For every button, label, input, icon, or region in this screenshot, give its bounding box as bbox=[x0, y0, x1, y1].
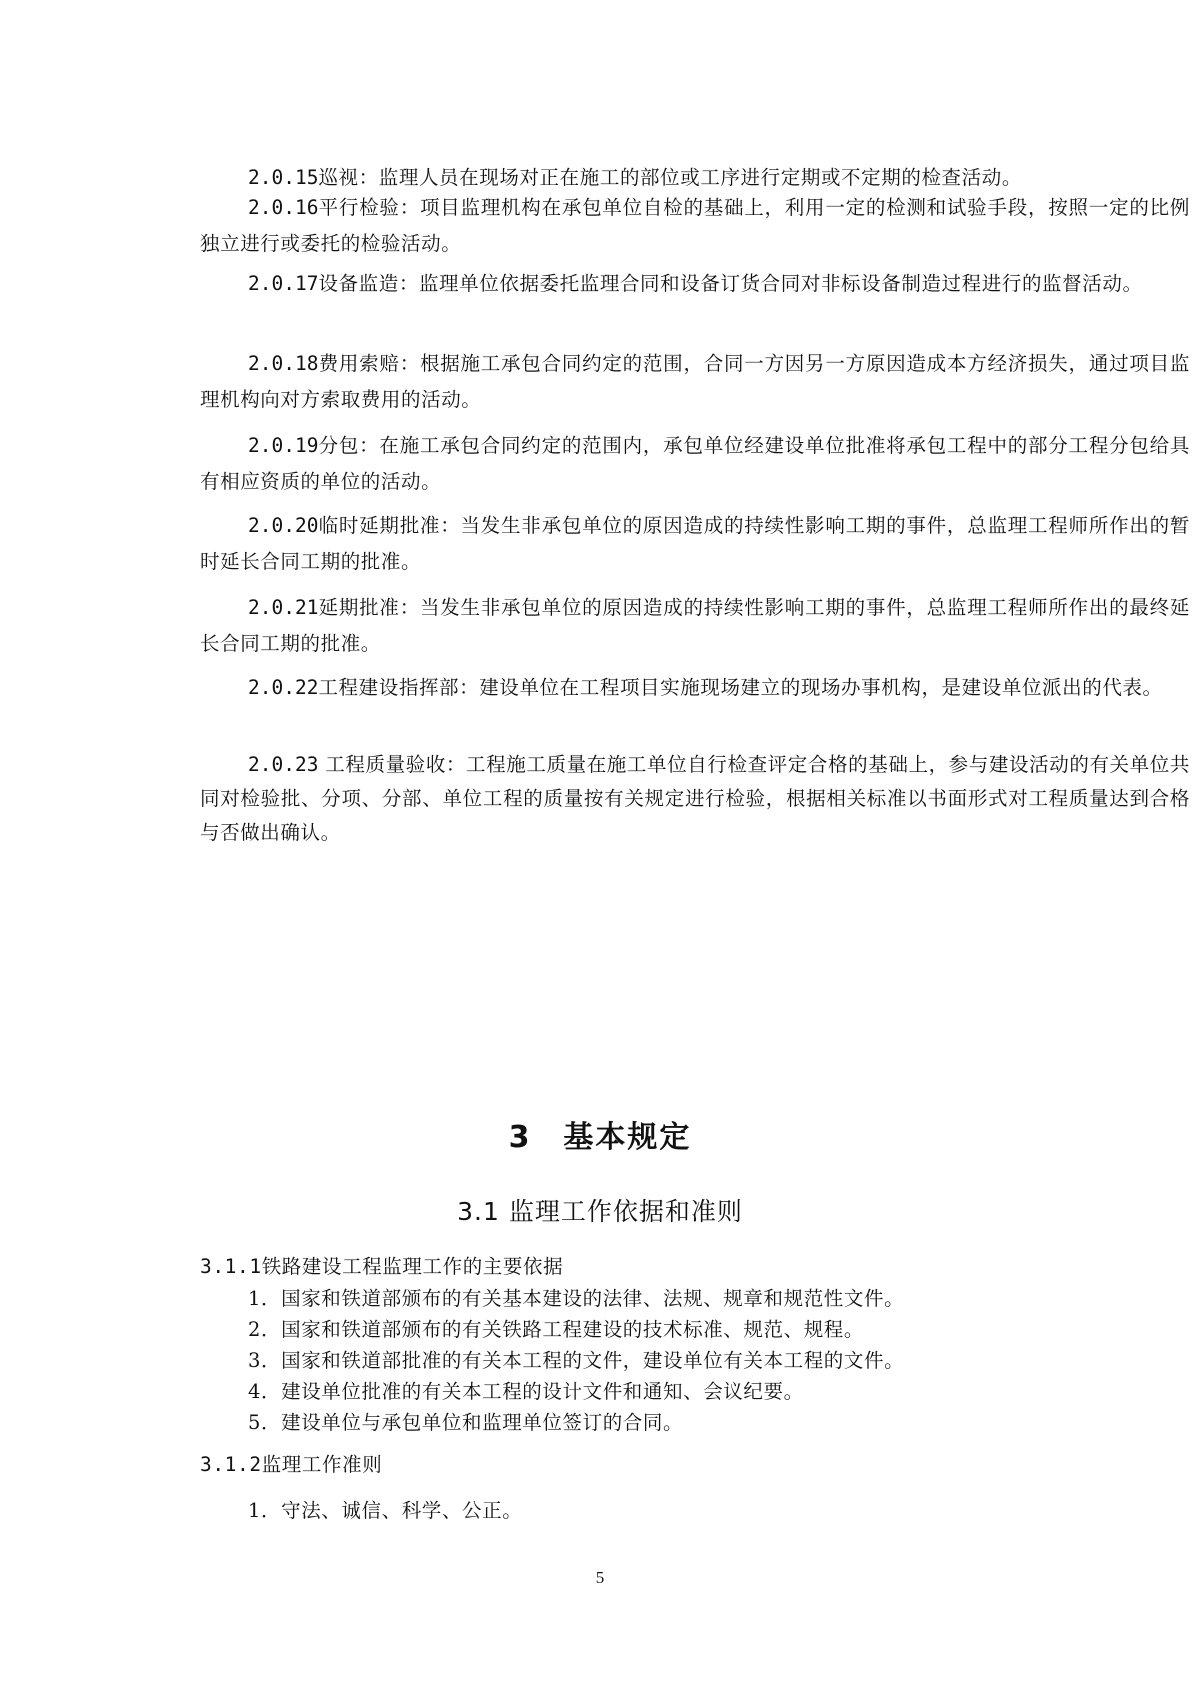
list-item: 2．国家和铁道部颁布的有关铁路工程建设的技术标准、规范、规程。 bbox=[248, 1318, 865, 1341]
list-item: 1．守法、诚信、科学、公正。 bbox=[248, 1499, 523, 1522]
list-item: 1．国家和铁道部颁布的有关基本建设的法律、法规、规章和规范性文件。 bbox=[248, 1287, 905, 1310]
list-item: 5．建设单位与承包单位和监理单位签订的合同。 bbox=[248, 1411, 684, 1434]
subsection-3-1-1: 3.1.1铁路建设工程监理工作的主要依据 bbox=[200, 1255, 564, 1278]
basis-list bbox=[248, 1283, 1148, 1438]
clause-2-0-15: 2.0.15巡视：监理人员在现场对正在施工的部位或工序进行定期或不定期的检查活动。 bbox=[248, 166, 1022, 189]
clause-2-0-23: 2.0.23 工程质量验收：工程施工质量在施工单位自行检查评定合格的基础上，参与建设活动的有关单位共同对检验批、分项、分部、单位工程的质量按有关规定进行检验，根据相关标准以书面形式对工程质量达到合格与否做出确认。 bbox=[200, 753, 1190, 844]
clause-2-0-17: 2.0.17设备监造：监理单位依据委托监理合同和设备订货合同对非标设备制造过程进行的监督活动。 bbox=[248, 272, 1143, 295]
clause-2-0-20: 2.0.20临时延期批准：当发生非承包单位的原因造成的持续性影响工期的事件，总监理工程师所作出的暂时延长合同工期的批准。 bbox=[200, 514, 1190, 573]
clause-2-0-21: 2.0.21延期批准：当发生非承包单位的原因造成的持续性影响工期的事件，总监理工程师所作出的最终延长合同工期的批准。 bbox=[200, 596, 1190, 655]
page-number: 5 bbox=[595, 1568, 605, 1587]
clause-2-0-22: 2.0.22工程建设指挥部：建设单位在工程项目实施现场建立的现场办事机构，是建设单位派出的代表。 bbox=[248, 676, 1163, 699]
clause-2-0-18: 2.0.18费用索赔：根据施工承包合同约定的范围，合同一方因另一方原因造成本方经济损失，通过项目监理机构向对方索取费用的活动。 bbox=[200, 352, 1190, 411]
chapter-title: 3 基本规定 bbox=[508, 1120, 692, 1155]
clause-2-0-19: 2.0.19分包：在施工承包合同约定的范围内，承包单位经建设单位批准将承包工程中的部分工程分包给具有相应资质的单位的活动。 bbox=[200, 434, 1190, 493]
list-item: 4．建设单位批准的有关本工程的设计文件和通知、会议纪要。 bbox=[248, 1380, 804, 1403]
section-title: 3.1 监理工作依据和准则 bbox=[457, 1197, 743, 1226]
list-item: 3．国家和铁道部批准的有关本工程的文件，建设单位有关本工程的文件。 bbox=[248, 1349, 905, 1372]
clause-2-0-16: 2.0.16平行检验：项目监理机构在承包单位自检的基础上，利用一定的检测和试验手段，按照一定的比例独立进行或委托的检验活动。 bbox=[200, 196, 1190, 255]
principles-list bbox=[248, 1495, 1148, 1526]
subsection-3-1-2: 3.1.2监理工作准则 bbox=[200, 1453, 383, 1476]
